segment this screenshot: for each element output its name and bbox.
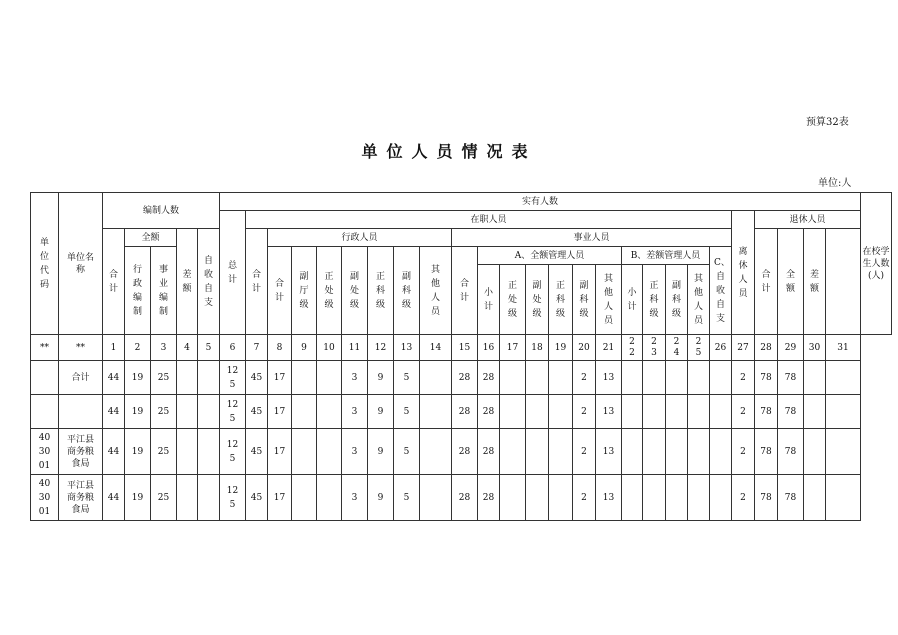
value-cell xyxy=(549,395,573,429)
unit-code-cell xyxy=(31,395,59,429)
value-cell: 78 xyxy=(778,429,804,475)
value-cell: 125 xyxy=(220,475,246,521)
header-tx-quane: 全额 xyxy=(778,229,804,335)
value-cell xyxy=(198,475,220,521)
value-cell xyxy=(420,361,452,395)
table-row xyxy=(31,395,892,429)
header-futingji: 副厅级 xyxy=(292,247,317,335)
value-cell: 125 xyxy=(220,395,246,429)
value-cell: 25 xyxy=(151,429,177,475)
value-cell: 28 xyxy=(478,361,500,395)
value-cell xyxy=(177,361,198,395)
unit-code-cell: 403001 xyxy=(31,475,59,521)
value-cell: 28 xyxy=(478,429,500,475)
header-b-qita: 其他人员 xyxy=(688,265,710,335)
value-cell xyxy=(622,475,643,521)
value-cell: 13 xyxy=(596,429,622,475)
value-cell xyxy=(826,361,861,395)
header-a-xiaoji: 小计 xyxy=(478,265,500,335)
value-cell xyxy=(826,475,861,521)
value-cell: 17 xyxy=(268,395,292,429)
personnel-table xyxy=(30,192,892,521)
header-unit-name: 单位名称 xyxy=(59,193,103,335)
index-cell: 23 xyxy=(643,335,666,361)
value-cell xyxy=(177,429,198,475)
header-zongji: 总计 xyxy=(220,211,246,335)
value-cell xyxy=(526,429,549,475)
value-cell xyxy=(549,429,573,475)
header-tuixiu: 退休人员 xyxy=(755,211,861,229)
unit-name-cell: 平江县商务粮食局 xyxy=(59,475,103,521)
value-cell: 17 xyxy=(268,429,292,475)
value-cell xyxy=(526,395,549,429)
value-cell xyxy=(549,475,573,521)
header-unit-code: 单位代码 xyxy=(31,193,59,335)
header-a-qita: 其他人员 xyxy=(596,265,622,335)
value-cell xyxy=(198,395,220,429)
header-a-zhengchuji: 正处级 xyxy=(500,265,526,335)
unit-name-cell: 平江县商务粮食局 xyxy=(59,429,103,475)
index-cell: 30 xyxy=(804,335,826,361)
value-cell xyxy=(666,475,688,521)
index-cell: 2 xyxy=(125,335,151,361)
index-cell: 11 xyxy=(342,335,368,361)
table-row xyxy=(31,475,892,521)
value-cell xyxy=(317,475,342,521)
index-cell: 13 xyxy=(394,335,420,361)
index-cell: 25 xyxy=(688,335,710,361)
value-cell: 28 xyxy=(452,429,478,475)
header-a-fukeji: 副科级 xyxy=(573,265,596,335)
value-cell xyxy=(317,429,342,475)
header-tx-heji: 合计 xyxy=(755,229,778,335)
value-cell xyxy=(710,429,732,475)
value-cell: 78 xyxy=(778,361,804,395)
value-cell: 19 xyxy=(125,395,151,429)
index-cell: 7 xyxy=(246,335,268,361)
value-cell: 25 xyxy=(151,361,177,395)
value-cell: 17 xyxy=(268,361,292,395)
index-cell: 20 xyxy=(573,335,596,361)
value-cell xyxy=(500,361,526,395)
header-a-fuchuji: 副处级 xyxy=(526,265,549,335)
value-cell xyxy=(317,395,342,429)
value-cell: 78 xyxy=(755,475,778,521)
value-cell xyxy=(292,395,317,429)
value-cell: 44 xyxy=(103,429,125,475)
value-cell: 2 xyxy=(732,475,755,521)
value-cell xyxy=(317,361,342,395)
table-row xyxy=(31,429,892,475)
index-cell: 21 xyxy=(596,335,622,361)
value-cell xyxy=(500,395,526,429)
value-cell: 2 xyxy=(573,395,596,429)
value-cell: 2 xyxy=(732,395,755,429)
value-cell: 28 xyxy=(452,395,478,429)
header-zaizhi: 在职人员 xyxy=(246,211,732,229)
value-cell xyxy=(198,429,220,475)
value-cell: 44 xyxy=(103,475,125,521)
unit-label: 单位:人 xyxy=(818,178,852,189)
header-b-xiaoji: 小计 xyxy=(622,265,643,335)
header-tx-chae: 差额 xyxy=(804,229,826,335)
header-b-fukeji: 副科级 xyxy=(666,265,688,335)
value-cell: 45 xyxy=(246,475,268,521)
header-zhengkeji: 正科级 xyxy=(368,247,394,335)
unit-code-cell: 403001 xyxy=(31,429,59,475)
value-cell: 44 xyxy=(103,361,125,395)
header-bianzhi: 编制人数 xyxy=(103,193,220,229)
value-cell: 2 xyxy=(732,429,755,475)
index-cell: 3 xyxy=(151,335,177,361)
index-cell: 1 xyxy=(103,335,125,361)
value-cell xyxy=(643,475,666,521)
header-sy-heji: 合计 xyxy=(452,247,478,335)
value-cell xyxy=(688,475,710,521)
value-cell xyxy=(420,429,452,475)
value-cell: 2 xyxy=(573,361,596,395)
header-bz-heji: 合计 xyxy=(103,229,125,335)
value-cell xyxy=(643,361,666,395)
index-cell: 24 xyxy=(666,335,688,361)
header-qita: 其他人员 xyxy=(420,247,452,335)
value-cell xyxy=(526,475,549,521)
value-cell: 125 xyxy=(220,361,246,395)
header-xingzheng-bianzhi: 行政编制 xyxy=(125,247,151,335)
value-cell: 3 xyxy=(342,395,368,429)
value-cell: 45 xyxy=(246,395,268,429)
value-cell: 19 xyxy=(125,475,151,521)
index-cell: 5 xyxy=(198,335,220,361)
value-cell: 3 xyxy=(342,475,368,521)
value-cell xyxy=(500,475,526,521)
value-cell xyxy=(500,429,526,475)
value-cell: 19 xyxy=(125,429,151,475)
page-title: 单位人员情况表 xyxy=(361,142,537,161)
value-cell: 5 xyxy=(394,475,420,521)
unit-name-cell xyxy=(59,395,103,429)
value-cell: 9 xyxy=(368,361,394,395)
value-cell: 78 xyxy=(778,475,804,521)
header-shiye-renyuan: 事业人员 xyxy=(452,229,732,247)
value-cell: 13 xyxy=(596,395,622,429)
value-cell: 28 xyxy=(452,361,478,395)
value-cell xyxy=(826,429,861,475)
value-cell xyxy=(420,475,452,521)
index-cell: 4 xyxy=(177,335,198,361)
index-cell: 31 xyxy=(826,335,861,361)
value-cell: 9 xyxy=(368,475,394,521)
value-cell: 125 xyxy=(220,429,246,475)
index-cell: 18 xyxy=(526,335,549,361)
value-cell: 28 xyxy=(478,475,500,521)
value-cell xyxy=(804,395,826,429)
value-cell: 19 xyxy=(125,361,151,395)
value-cell: 5 xyxy=(394,361,420,395)
value-cell: 13 xyxy=(596,475,622,521)
header-xingzheng-renyuan: 行政人员 xyxy=(268,229,452,247)
unit-name-cell: 合计 xyxy=(59,361,103,395)
index-cell: 22 xyxy=(622,335,643,361)
index-cell: 10 xyxy=(317,335,342,361)
value-cell xyxy=(622,361,643,395)
header-lixiu: 离休人员 xyxy=(732,211,755,335)
value-cell xyxy=(622,395,643,429)
value-cell: 9 xyxy=(368,395,394,429)
value-cell: 9 xyxy=(368,429,394,475)
value-cell: 25 xyxy=(151,395,177,429)
header-fukeji: 副科级 xyxy=(394,247,420,335)
header-b-zhengkeji: 正科级 xyxy=(643,265,666,335)
form-number: 预算32表 xyxy=(806,117,849,128)
index-cell: 15 xyxy=(452,335,478,361)
value-cell xyxy=(177,475,198,521)
value-cell xyxy=(826,395,861,429)
index-cell: 8 xyxy=(268,335,292,361)
value-cell xyxy=(666,429,688,475)
value-cell xyxy=(292,429,317,475)
index-cell: 19 xyxy=(549,335,573,361)
value-cell: 44 xyxy=(103,395,125,429)
value-cell: 2 xyxy=(732,361,755,395)
value-cell: 13 xyxy=(596,361,622,395)
value-cell: 78 xyxy=(755,361,778,395)
header-quane: 全额 xyxy=(125,229,177,247)
value-cell xyxy=(710,475,732,521)
value-cell: 25 xyxy=(151,475,177,521)
value-cell xyxy=(688,395,710,429)
value-cell xyxy=(666,395,688,429)
index-cell: 17 xyxy=(500,335,526,361)
index-cell: 12 xyxy=(368,335,394,361)
index-cell: ** xyxy=(31,335,59,361)
header-zhengchuji: 正处级 xyxy=(317,247,342,335)
index-cell: 28 xyxy=(755,335,778,361)
header-chae: 差额 xyxy=(177,229,198,335)
header-zz-heji: 合计 xyxy=(246,229,268,335)
value-cell xyxy=(177,395,198,429)
value-cell: 45 xyxy=(246,361,268,395)
header-fuchuji: 副处级 xyxy=(342,247,368,335)
header-a-quane: A、全额管理人员 xyxy=(478,247,622,265)
unit-code-cell xyxy=(31,361,59,395)
header-xz-heji: 合计 xyxy=(268,247,292,335)
value-cell xyxy=(804,475,826,521)
value-cell xyxy=(198,361,220,395)
value-cell xyxy=(666,361,688,395)
value-cell xyxy=(710,361,732,395)
index-cell: 29 xyxy=(778,335,804,361)
value-cell: 17 xyxy=(268,475,292,521)
value-cell xyxy=(688,429,710,475)
table-row xyxy=(31,361,892,395)
index-cell: 14 xyxy=(420,335,452,361)
header-shiyou: 实有人数 xyxy=(220,193,861,211)
index-cell: ** xyxy=(59,335,103,361)
value-cell xyxy=(804,361,826,395)
value-cell: 78 xyxy=(755,429,778,475)
value-cell: 5 xyxy=(394,429,420,475)
header-c-zishou: C、自收自支 xyxy=(710,247,732,335)
value-cell xyxy=(710,395,732,429)
value-cell xyxy=(292,361,317,395)
value-cell xyxy=(804,429,826,475)
header-a-zhengkeji: 正科级 xyxy=(549,265,573,335)
value-cell: 78 xyxy=(778,395,804,429)
header-shiye-bianzhi: 事业编制 xyxy=(151,247,177,335)
index-row xyxy=(31,335,892,361)
index-cell: 16 xyxy=(478,335,500,361)
header-zaixiao: 在校学生人数(人) xyxy=(861,193,892,335)
value-cell: 28 xyxy=(452,475,478,521)
value-cell: 45 xyxy=(246,429,268,475)
value-cell: 28 xyxy=(478,395,500,429)
value-cell: 5 xyxy=(394,395,420,429)
value-cell: 2 xyxy=(573,475,596,521)
value-cell xyxy=(622,429,643,475)
value-cell: 3 xyxy=(342,429,368,475)
value-cell xyxy=(688,361,710,395)
value-cell: 2 xyxy=(573,429,596,475)
value-cell xyxy=(643,429,666,475)
index-cell: 9 xyxy=(292,335,317,361)
value-cell xyxy=(643,395,666,429)
header-b-chae: B、差额管理人员 xyxy=(622,247,710,265)
value-cell xyxy=(549,361,573,395)
index-cell: 26 xyxy=(710,335,732,361)
value-cell: 3 xyxy=(342,361,368,395)
value-cell: 78 xyxy=(755,395,778,429)
header-zishou: 自收自支 xyxy=(198,229,220,335)
value-cell xyxy=(526,361,549,395)
value-cell xyxy=(420,395,452,429)
index-cell: 27 xyxy=(732,335,755,361)
value-cell xyxy=(292,475,317,521)
index-cell: 6 xyxy=(220,335,246,361)
